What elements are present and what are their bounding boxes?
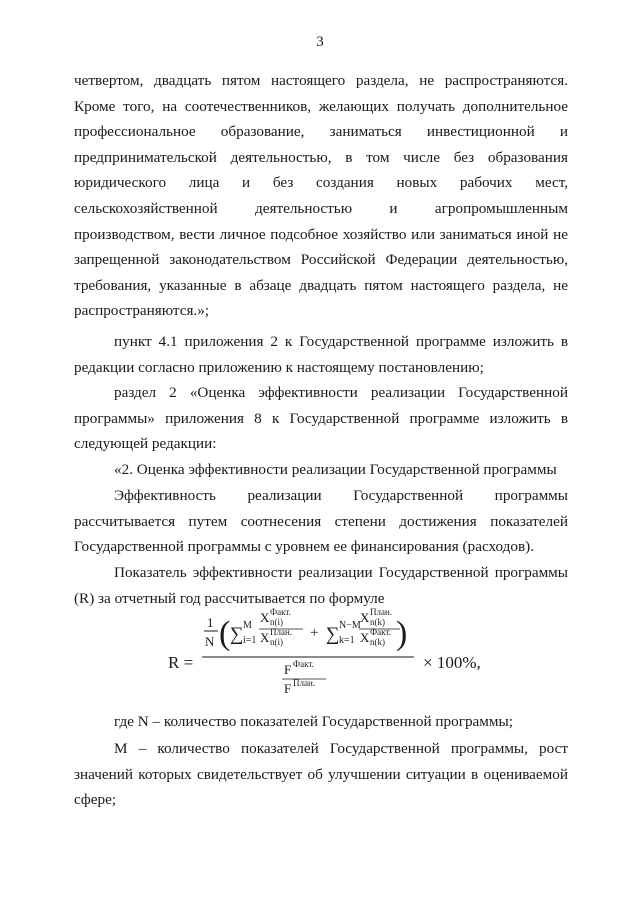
formula-x4-sup: Факт.	[370, 627, 391, 637]
formula-x2-sub: n(i)	[270, 637, 283, 647]
section-heading: «2. Оценка эффективности реализации Государственной программы	[114, 461, 557, 478]
formula-lparen: (	[219, 615, 231, 652]
formula-sum2-lower: k=1	[339, 635, 355, 646]
formula-times: × 100%,	[423, 653, 481, 672]
formula-sum2-upper: N−M	[339, 620, 361, 631]
formula-x3: X	[360, 610, 370, 625]
paragraph-n-definition: где N – количество показателей Государственной программы;	[114, 713, 513, 730]
formula-x4-sub: n(k)	[370, 637, 385, 647]
formula-n: N	[205, 634, 215, 649]
paragraph-m-definition: M – количество показателей Государственной программы, рост значений которых свидетельствует об улучшении ситуации в оцениваемой сфере;	[74, 740, 568, 809]
formula-plus: +	[310, 625, 319, 641]
formula-sum2: ∑	[326, 624, 340, 645]
formula-f2: F	[284, 681, 292, 696]
formula-x2-sup: План.	[270, 627, 293, 637]
formula-sum1-lower: i=1	[243, 635, 257, 646]
formula-one: 1	[207, 615, 214, 630]
formula-x1: X	[260, 610, 270, 625]
formula-rparen: )	[396, 615, 408, 652]
formula-x4: X	[360, 630, 370, 645]
page-number: 3	[316, 34, 324, 50]
paragraph-item-4-1: пункт 4.1 приложения 2 к Государственной программе изложить в редакции согласно приложению к настоящему постановлению;	[74, 333, 568, 376]
formula-f1: F	[284, 662, 292, 677]
paragraph-indicator: Показатель эффективности реализации Государственной программы (R) за отчетный год рассчитывается по формуле	[74, 564, 568, 607]
formula-x3-sub: n(k)	[370, 617, 385, 627]
formula-x3-sup: План.	[370, 607, 393, 617]
formula-lhs: R =	[168, 653, 194, 672]
formula-sum1-upper: M	[243, 620, 252, 631]
paragraph-efficiency: Эффективность реализации Государственной программы рассчитывается путем соотнесения степени достижения показателей Государственной программы с уровнем ее финансирования (расходов).	[74, 487, 568, 556]
formula-x1-sub: n(i)	[270, 617, 283, 627]
paragraph-section-2: раздел 2 «Оценка эффективности реализации Государственной программы» приложения 8 к Государственной программе изложить в следующей редакции:	[74, 384, 568, 453]
formula-f2-sup: План.	[293, 678, 316, 688]
efficiency-formula	[74, 606, 568, 702]
formula-x1-sup: Факт.	[270, 607, 291, 617]
paragraph-continuation: четвертом, двадцать пятом настоящего раздела, не распространяются. Кроме того, на соотечественников, желающих получать дополнительное профессиональное образование, заниматься инвестиционной и предпринимательской деятельностью, в том числе без образования юридического лица и без создания новых рабочих мест, сельскохозяйственной деятельностью и агропромышленным производством, вести личное подсобное хозяйство или заниматься иной не запрещенной законодательством Российской Федерации деятельностью, требования, указанные в абзаце двадцать пятом настоящего раздела, не распространяются.»;	[74, 72, 568, 320]
formula-f1-sup: Факт.	[293, 659, 314, 669]
formula-sum1: ∑	[230, 624, 244, 645]
formula-x2: X	[260, 630, 270, 645]
